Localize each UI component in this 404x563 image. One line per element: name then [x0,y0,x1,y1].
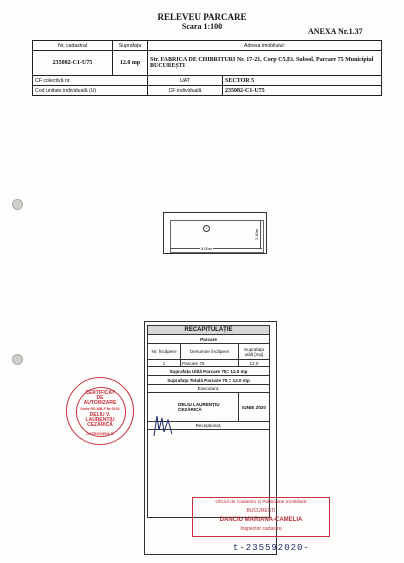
col-cadastral-header: Nr. cadastral [33,41,113,51]
document-scale: Scara 1:100 [181,22,223,31]
punch-hole-bottom [12,354,23,365]
handwritten-registration-number: t-235592020- [233,543,310,553]
executant-signature [150,412,176,440]
height-dimension-label: 2.40m [254,228,259,240]
office-stamp: Oficiul de Cadastru și Publicitate Imobiliară BUCUREȘTI DANCIU MARIANA-CAMELIA Inspector cadastru [192,497,330,537]
recap-title: RECAPITULAȚIE [148,326,270,335]
recap-col-name: Denumire încăpere [181,344,239,360]
unit-marker: 1 [203,225,210,232]
recap-row-area: 12.0 [239,360,270,367]
col-area-header: Suprafața [113,41,148,51]
address-value: Str. FABRICA DE CHIBRITURI Nr. 17-21, Corp C5,Et. Subsol, Parcare 75 Municipiul BUCUREȘTI [148,51,382,76]
cf-individual-label: CF individuală [148,86,223,96]
uat-value: SECTOR 5 [223,76,382,86]
width-dimension-line [170,248,262,249]
recap-col-nr: Nr. Încăpere [148,344,181,360]
cadastral-value: 235082-C1-U75 [33,51,113,76]
height-dimension-line [260,220,261,248]
area-value: 12.0 mp [113,51,148,76]
table-row [148,360,270,367]
cod-unitate-label: Cod unitate individuală (U) [33,86,148,96]
grand-area-total: Suprafața Totală Parcare 75 = 12.0 mp [148,376,270,385]
col-address-header: Adresa imobilului: [148,41,382,51]
cf-colectiva-label: CF colectivă nr. [33,76,148,86]
recap-subtitle: Parcare [148,335,270,344]
property-info-table [32,40,382,96]
useful-area-total: Suprafața Utilă Parcare 75= 12.0 mp [148,367,270,376]
execution-date: IUNIE 2020 [239,393,270,422]
document-title: RELEVEU PARCARE [157,12,247,22]
punch-hole-top [12,199,23,210]
executant-label: Executant, [148,385,270,393]
authorization-stamp: CERTIFICAT DE AUTORIZARE Seria RO-MB-F Nr.0192 DELIU V. LAURENȚIU CEZĂRICĂ CATEGORIA B [66,377,134,445]
executant-name: DELIU LAURENȚIU CEZĂRICĂ [148,393,239,422]
width-dimension-label: 5.00m [201,246,213,251]
uat-label: UAT [148,76,223,86]
recap-row-nr: 1 [148,360,181,367]
recap-row-name: Parcare 75 [181,360,239,367]
receptionat-label: Recepționat, [148,422,270,430]
cf-individual-value: 235082-C1-U75 [223,86,382,96]
recap-col-area: Suprafața utilă [mp] [239,344,270,360]
annex-number: ANEXA Nr.1.37 [308,27,363,36]
